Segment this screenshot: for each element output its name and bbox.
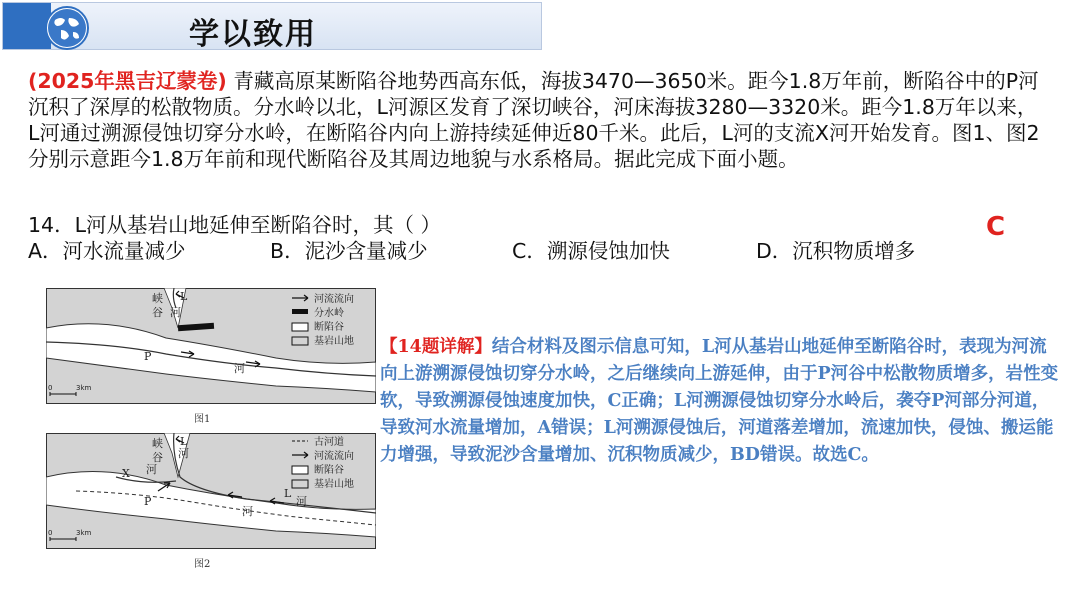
- fig2-label-he2: 河: [242, 505, 253, 518]
- svg-text:断陷谷: 断陷谷: [314, 322, 344, 333]
- fig1-label-valley: 谷: [152, 306, 163, 319]
- fig2-label-river-x: X: [122, 467, 130, 480]
- header-banner: [2, 2, 542, 50]
- fig2-scale-label: 3km: [76, 529, 92, 537]
- banner-strip: [3, 3, 51, 49]
- explanation-block: [380, 334, 1060, 469]
- option-c[interactable]: C．溯源侵蚀加快: [512, 239, 670, 263]
- svg-text:断陷谷: 断陷谷: [314, 465, 344, 476]
- figure-2: [46, 433, 376, 573]
- option-b[interactable]: B．泥沙含量减少: [270, 239, 428, 263]
- svg-text:河流流向: 河流流向: [314, 294, 354, 305]
- svg-text:分水岭: 分水岭: [314, 308, 344, 319]
- figure-2-caption: 图2: [194, 559, 211, 570]
- explanation-text: 结合材料及图示信息可知，L河从基岩山地延伸至断陷谷时，表现为河流向上游溯源侵蚀切穿分水岭，之后继续向上游延伸，由于P河谷中松散物质增多，岩性变软，导致溯源侵蚀速度加快，C正确；L河溯源侵蚀切穿分水岭后，袭夺P河部分河道，导致河水流量增加，A错误；L河溯源侵蚀后，河道落差增加，流速加快，侵蚀、搬运能力增强，导致泥沙含量增加、沉积物质减少，BD错误。故选C。: [380, 337, 1059, 465]
- figure-1-caption: 图1: [194, 414, 211, 425]
- options-list: [28, 234, 988, 262]
- fig2-label-valley: 谷: [152, 451, 163, 464]
- fig2-label-river-l: L: [180, 435, 188, 448]
- fig1-label-river-l: L: [180, 290, 188, 303]
- question-material: [28, 68, 1048, 172]
- fig2-scale-zero: 0: [48, 529, 53, 537]
- question-source-tag: (2025年黑吉辽蒙卷): [28, 69, 227, 93]
- svg-text:河流流向: 河流流向: [314, 451, 354, 462]
- fig2-label-river-p: P: [144, 495, 152, 508]
- question-stem: 14．L河从基岩山地延伸至断陷谷时，其（ ）: [28, 213, 442, 237]
- figure-2-map: [46, 433, 376, 549]
- figure-1-map: [46, 288, 376, 404]
- fig2-label-river-l2: L: [284, 487, 292, 500]
- option-a[interactable]: A．河水流量减少: [28, 239, 186, 263]
- fig1-label-he: 河: [170, 306, 181, 319]
- question-material-text: 青藏高原某断陷谷地势西高东低，海拔3470—3650米。距今1.8万年前，断陷谷中的P河沉积了深厚的松散物质。分水岭以北，L河源区发育了深切峡谷，河床海拔3280—3320米。距今1.8万年以来，L河通过溯源侵蚀切穿分水岭，在断陷谷内向上游持续延伸近80千米。此后，L河的支流X河开始发育。图1、图2分别示意距今1.8万年前和现代断陷谷及其周边地貌与水系格局。据此完成下面小题。: [28, 69, 1040, 171]
- fig2-label-he-x: 河: [146, 463, 157, 476]
- globe-icon: [45, 6, 89, 50]
- fig2-label-gorge: 峡: [152, 437, 163, 450]
- option-d[interactable]: D．沉积物质增多: [756, 239, 916, 263]
- svg-text:基岩山地: 基岩山地: [314, 336, 354, 347]
- fig2-label-he: 河: [178, 447, 189, 460]
- figure-1: [46, 288, 376, 428]
- explanation-tag: 【14题详解】: [380, 337, 492, 357]
- page-title: 学以致用: [189, 17, 317, 52]
- fig1-label-he2: 河: [234, 362, 245, 375]
- fig1-scale-label: 3km: [76, 384, 92, 392]
- fig2-label-he3: 河: [296, 495, 307, 508]
- fig1-label-river-p: P: [144, 350, 152, 363]
- svg-text:古河道: 古河道: [314, 437, 344, 448]
- fig1-scale-zero: 0: [48, 384, 53, 392]
- svg-text:基岩山地: 基岩山地: [314, 479, 354, 490]
- answer-label: C: [986, 212, 1006, 242]
- fig1-label-gorge: 峡: [152, 292, 163, 305]
